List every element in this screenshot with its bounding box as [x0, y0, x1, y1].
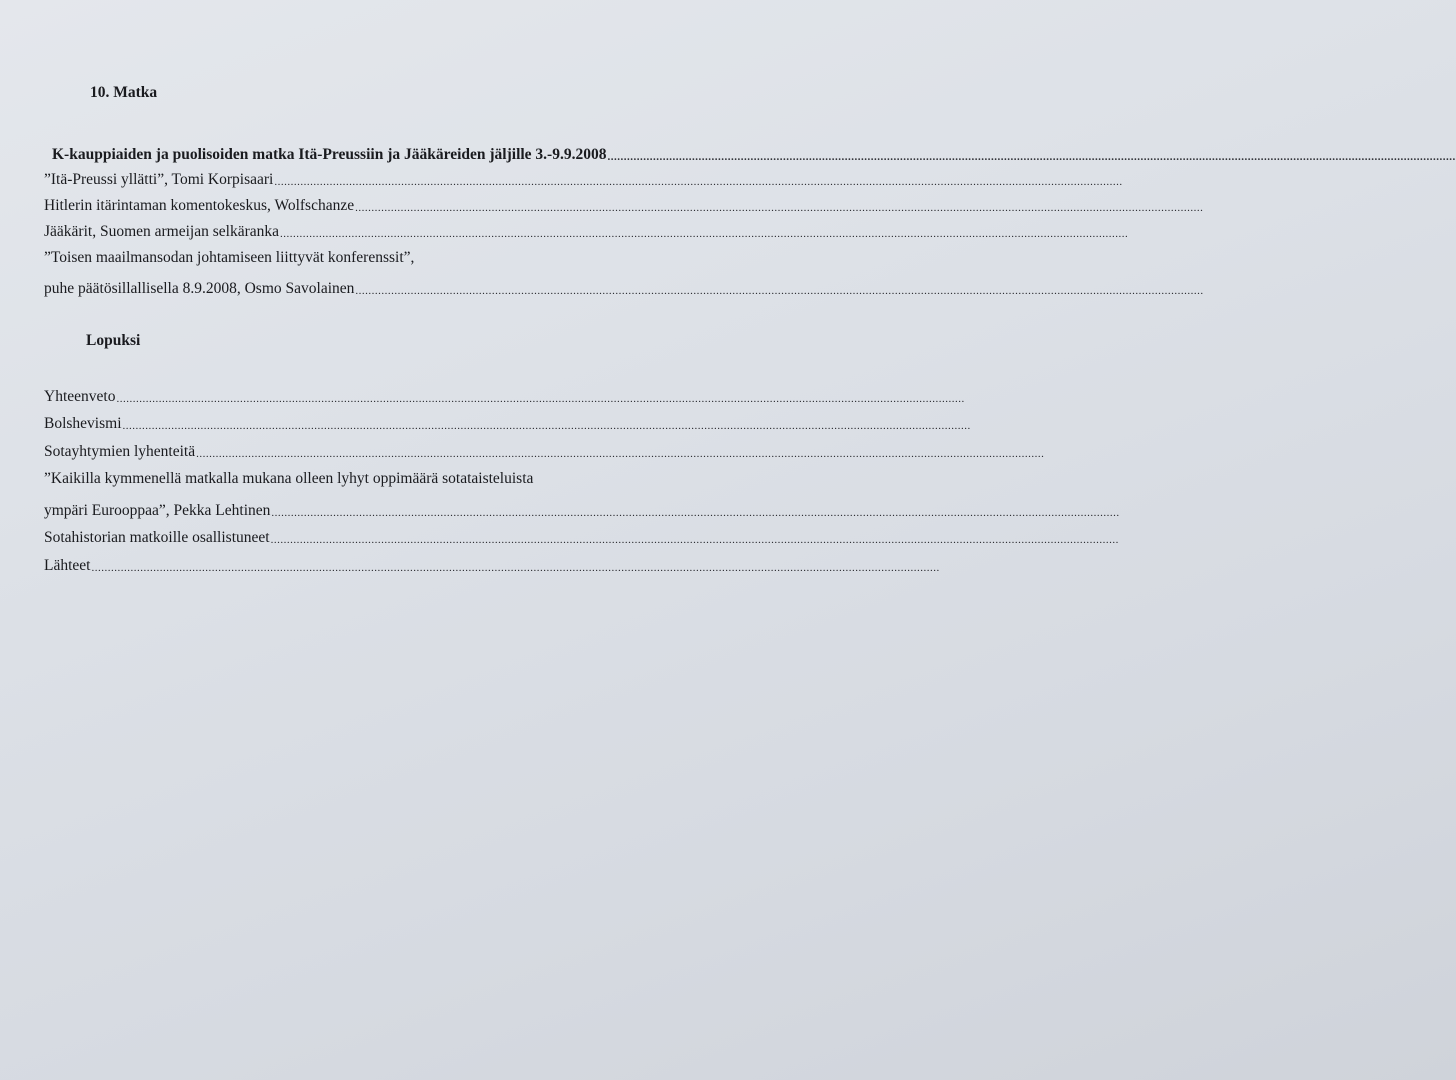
dot-leader: ..................................................................................................................................................................................................................................................................... — [122, 420, 971, 432]
toc-entry — [44, 527, 1119, 547]
dot-leader: ..................................................................................................................................................................................................................................................................... — [607, 151, 1456, 163]
dot-leader: ..................................................................................................................................................................................................................................................................... — [355, 202, 1204, 214]
toc-entry-text: ”Toisen maailmansodan johtamiseen liittyvät konferenssit”, — [44, 249, 415, 266]
dot-leader: ..................................................................................................................................................................................................................................................................... — [270, 534, 1119, 546]
toc-entry-text: ympäri Eurooppaa”, Pekka Lehtinen — [44, 502, 271, 519]
toc-entry — [44, 247, 809, 267]
dot-leader: ..................................................................................................................................................................................................................................................................... — [280, 228, 1129, 240]
toc-entry — [44, 278, 1204, 298]
toc-entry-text: Sotayhtymien lyhenteitä — [44, 443, 196, 460]
toc-entry-text: Lähteet — [44, 557, 91, 574]
section-heading-lopuksi: Lopuksi — [86, 332, 141, 349]
toc-entry — [44, 413, 971, 433]
toc-entry — [44, 500, 1120, 520]
dot-leader: ..................................................................................................................................................................................................................................................................... — [274, 176, 1123, 188]
toc-entry-text: Bolshevismi — [44, 415, 122, 432]
toc-entry — [44, 169, 1123, 189]
dot-leader: ..................................................................................................................................................................................................................................................................... — [196, 448, 1045, 460]
dot-leader: ..................................................................................................................................................................................................................................................................... — [116, 393, 965, 405]
toc-entry — [44, 441, 1045, 461]
toc-entry-text: ”Kaikilla kymmenellä matkalla mukana olleen lyhyt oppimäärä sotataisteluista — [44, 470, 534, 487]
toc-entry-text: Yhteenveto — [44, 388, 116, 405]
toc-entry — [44, 386, 965, 406]
section-heading-matka: 10. Matka — [90, 84, 158, 101]
toc-entry — [52, 144, 1456, 164]
toc-entry-text: Hitlerin itärintaman komentokeskus, Wolfschanze — [44, 197, 355, 214]
dot-leader: ..................................................................................................................................................................................................................................................................... — [271, 507, 1120, 519]
dot-leader: ..................................................................................................................................................................................................................................................................... — [91, 562, 940, 574]
toc-entry-text: puhe päätösillallisella 8.9.2008, Osmo Savolainen — [44, 280, 355, 297]
dot-leader: ..................................................................................................................................................................................................................................................................... — [355, 285, 1204, 297]
toc-entry-text: Sotahistorian matkoille osallistuneet — [44, 529, 270, 546]
toc-entry-text: K-kauppiaiden ja puolisoiden matka Itä-Preussiin ja Jääkäreiden jäljille 3.-9.9.2008 — [52, 146, 607, 163]
toc-entry — [44, 221, 1129, 241]
toc-entry — [44, 195, 1204, 215]
toc-entry — [44, 555, 940, 575]
toc-entry-text: Jääkärit, Suomen armeijan selkäranka — [44, 223, 279, 240]
toc-entry-text: ”Itä-Preussi yllätti”, Tomi Korpisaari — [44, 171, 274, 188]
toc-entry — [44, 468, 809, 488]
